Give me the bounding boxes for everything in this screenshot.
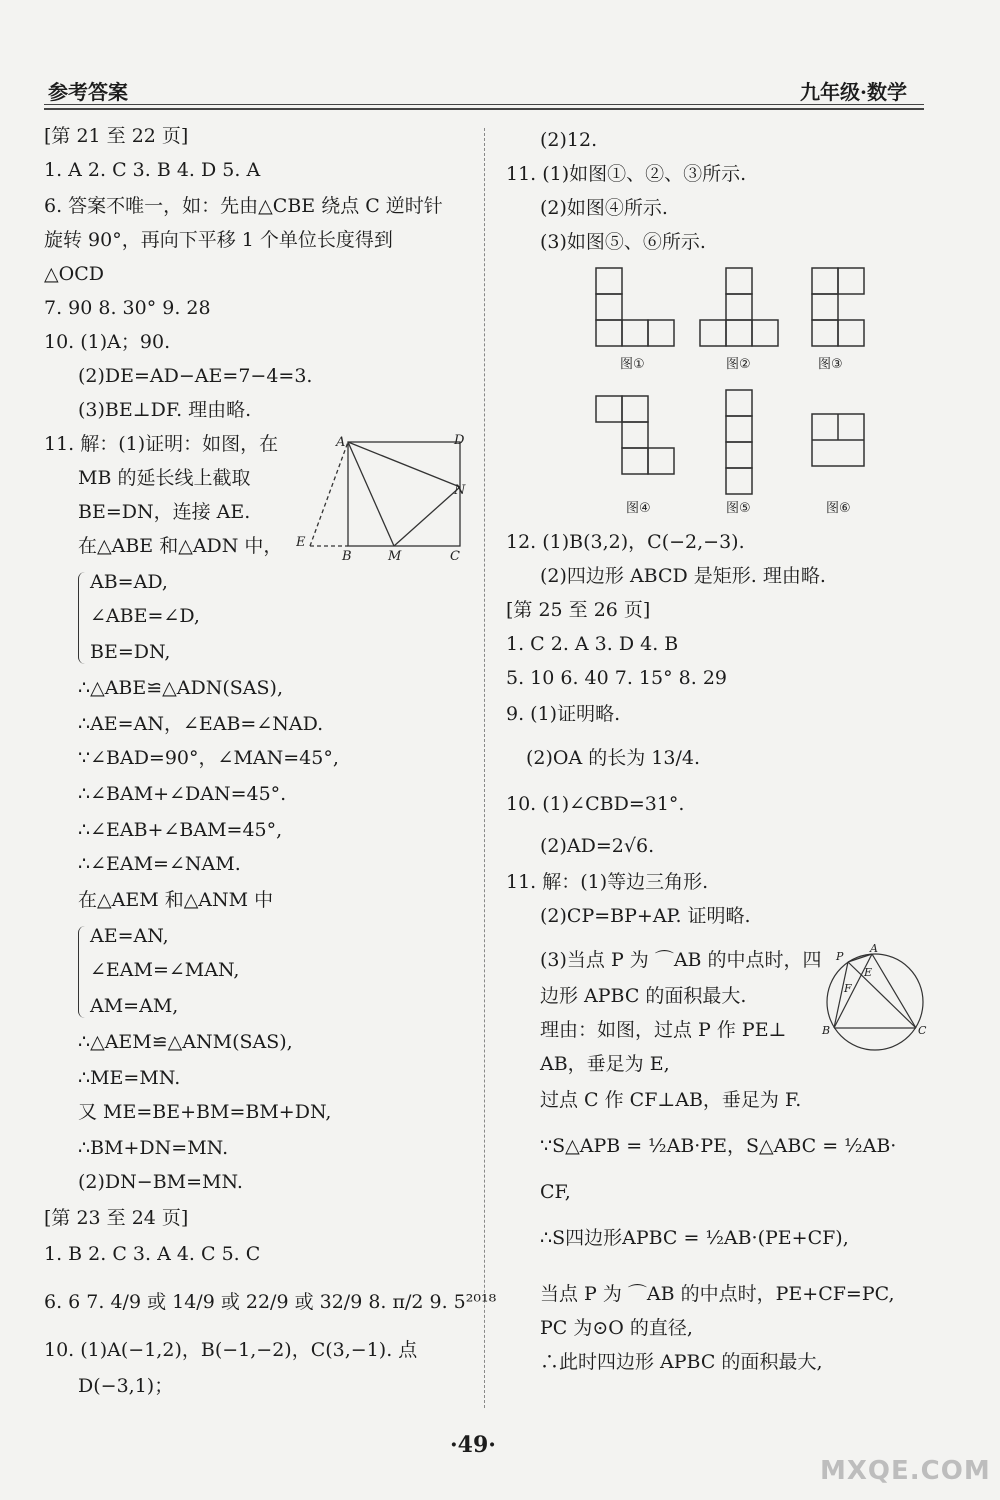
circle-label-A: A	[870, 942, 878, 955]
answer-line: 当点 P 为 ⌒AB 的中点时，PE+CF=PC,	[540, 1283, 895, 1305]
answer-line: 又 ME=BE+BM=BM+DN,	[78, 1101, 332, 1123]
answer-line: (2)DN−BM=MN.	[78, 1171, 243, 1193]
answer-line: 9. (1)证明略.	[506, 703, 621, 725]
answer-line: 6. 6 7. 4/9 或 14/9 或 22/9 或 32/9 8. π/2 9. 5²⁰¹⁸	[44, 1291, 497, 1313]
header-rule	[44, 104, 924, 105]
net-figures	[590, 264, 880, 524]
answer-line: 1. B 2. C 3. A 4. C 5. C	[44, 1243, 261, 1265]
answer-line: ∴∠EAB+∠BAM=45°,	[78, 819, 283, 841]
answer-line: ∴△ABE≌△ADN(SAS),	[78, 677, 283, 699]
answer-line: AE=AN,	[90, 925, 169, 947]
answer-line: (2)四边形 ABCD 是矩形. 理由略.	[540, 565, 826, 587]
answer-line: ∠EAM=∠MAN,	[90, 959, 240, 981]
header-left-title: 参考答案	[48, 80, 128, 104]
label-C: C	[450, 549, 460, 564]
caption-fig5: 图⑤	[726, 501, 751, 516]
answer-line: ∴此时四边形 APBC 的面积最大,	[540, 1351, 823, 1373]
answer-line: 11. 解：(1)证明：如图，在	[44, 433, 279, 455]
circle-label-C: C	[918, 1024, 927, 1037]
answer-line: ∴AE=AN，∠EAB=∠NAD.	[78, 713, 324, 735]
answer-line: ∴∠EAM=∠NAM.	[78, 853, 241, 875]
answer-line: 边形 APBC 的面积最大.	[540, 985, 747, 1007]
caption-fig2: 图②	[726, 357, 751, 372]
answer-line: 12. (1)B(3,2)，C(−2,−3).	[506, 531, 745, 553]
answer-line: (2)如图④所示.	[540, 197, 668, 219]
answer-line: ∴△AEM≌△ANM(SAS),	[78, 1031, 293, 1053]
circle-label-F: F	[844, 982, 852, 995]
answer-line: ∵S△APB = ½AB·PE，S△ABC = ½AB·	[540, 1135, 897, 1157]
label-D: D	[454, 433, 465, 448]
answer-line: 理由：如图，过点 P 作 PE⊥	[540, 1019, 787, 1041]
answer-line: 1. A 2. C 3. B 4. D 5. A	[44, 159, 261, 181]
header-right-title: 九年级·数学	[800, 80, 907, 104]
answer-line: (2)12.	[540, 129, 598, 151]
answer-line: CF,	[540, 1181, 571, 1203]
caption-fig1: 图①	[620, 357, 645, 372]
answer-line: (3)当点 P 为 ⌒AB 的中点时，四	[540, 949, 822, 971]
label-A: A	[336, 435, 346, 450]
caption-fig6: 图⑥	[826, 501, 851, 516]
system-brace	[78, 572, 85, 664]
answer-line: 6. 答案不唯一，如：先由△CBE 绕点 C 逆时针	[44, 195, 443, 217]
answer-line: BE=DN，连接 AE.	[78, 501, 251, 523]
caption-fig3: 图③	[818, 357, 843, 372]
answer-line: (2)CP=BP+AP. 证明略.	[540, 905, 751, 927]
answer-line: AM=AM,	[90, 995, 179, 1017]
answer-line: 10. (1)∠CBD=31°.	[506, 793, 685, 815]
caption-fig4: 图④	[626, 501, 651, 516]
answer-line: ∵∠BAD=90°，∠MAN=45°,	[78, 747, 339, 769]
answer-line: ∴ME=MN.	[78, 1067, 181, 1089]
answer-line: 10. (1)A(−1,2)，B(−1,−2)，C(3,−1). 点	[44, 1339, 418, 1361]
answer-line: ∠ABE=∠D,	[90, 605, 200, 627]
answer-line: 1. C 2. A 3. D 4. B	[506, 633, 679, 655]
answer-line: AB=AD,	[90, 571, 168, 593]
answer-line: 10. (1)A；90.	[44, 331, 171, 353]
header-rule-thick	[44, 108, 924, 110]
answer-line: 过点 C 作 CF⊥AB，垂足为 F.	[540, 1089, 802, 1111]
answer-line: 旋转 90°，再向下平移 1 个单位长度得到	[44, 229, 393, 251]
circle-label-P: P	[836, 950, 844, 963]
answer-line: 在△ABE 和△ADN 中，	[78, 535, 283, 557]
answer-line: 11. (1)如图①、②、③所示.	[506, 163, 747, 185]
answer-line: (3)如图⑤、⑥所示.	[540, 231, 706, 253]
answer-line: ∴∠BAM+∠DAN=45°.	[78, 783, 287, 805]
answer-line: ∴S四边形APBC = ½AB·(PE+CF),	[540, 1227, 849, 1249]
section-heading: [第 23 至 24 页]	[44, 1207, 189, 1229]
column-divider	[484, 128, 485, 1408]
square-figure	[296, 432, 476, 568]
answer-line: BE=DN,	[90, 641, 171, 663]
circle-label-E: E	[864, 966, 873, 979]
system-brace	[78, 926, 85, 1018]
answer-line: 在△AEM 和△ANM 中	[78, 889, 274, 911]
answer-line: (2)AD=2√6.	[540, 835, 655, 857]
answer-line: (2)DE=AD−AE=7−4=3.	[78, 365, 313, 387]
label-E: E	[296, 535, 306, 550]
label-N: N	[454, 483, 466, 498]
section-heading: [第 21 至 22 页]	[44, 125, 189, 147]
answer-line: 11. 解：(1)等边三角形.	[506, 871, 709, 893]
answer-line: 5. 10 6. 40 7. 15° 8. 29	[506, 667, 727, 689]
answer-line: (3)BE⊥DF. 理由略.	[78, 399, 252, 421]
answer-line: (2)OA 的长为 13/4.	[526, 747, 700, 769]
answer-line: △OCD	[44, 263, 104, 285]
answer-line: 7. 90 8. 30° 9. 28	[44, 297, 211, 319]
answer-line: D(−3,1)；	[78, 1375, 174, 1397]
answer-line: ∴BM+DN=MN.	[78, 1137, 229, 1159]
answer-line: PC 为⊙O 的直径,	[540, 1317, 693, 1339]
circle-label-B: B	[822, 1024, 831, 1037]
answer-line: MB 的延长线上截取	[78, 467, 251, 489]
page-number: ·49·	[450, 1432, 496, 1458]
label-B: B	[342, 549, 352, 564]
answer-line: AB，垂足为 E,	[540, 1053, 670, 1075]
watermark-logo: MXQE.COM	[820, 1456, 991, 1486]
circle-figure	[820, 940, 930, 1060]
section-heading: [第 25 至 26 页]	[506, 599, 651, 621]
label-M: M	[388, 549, 402, 564]
